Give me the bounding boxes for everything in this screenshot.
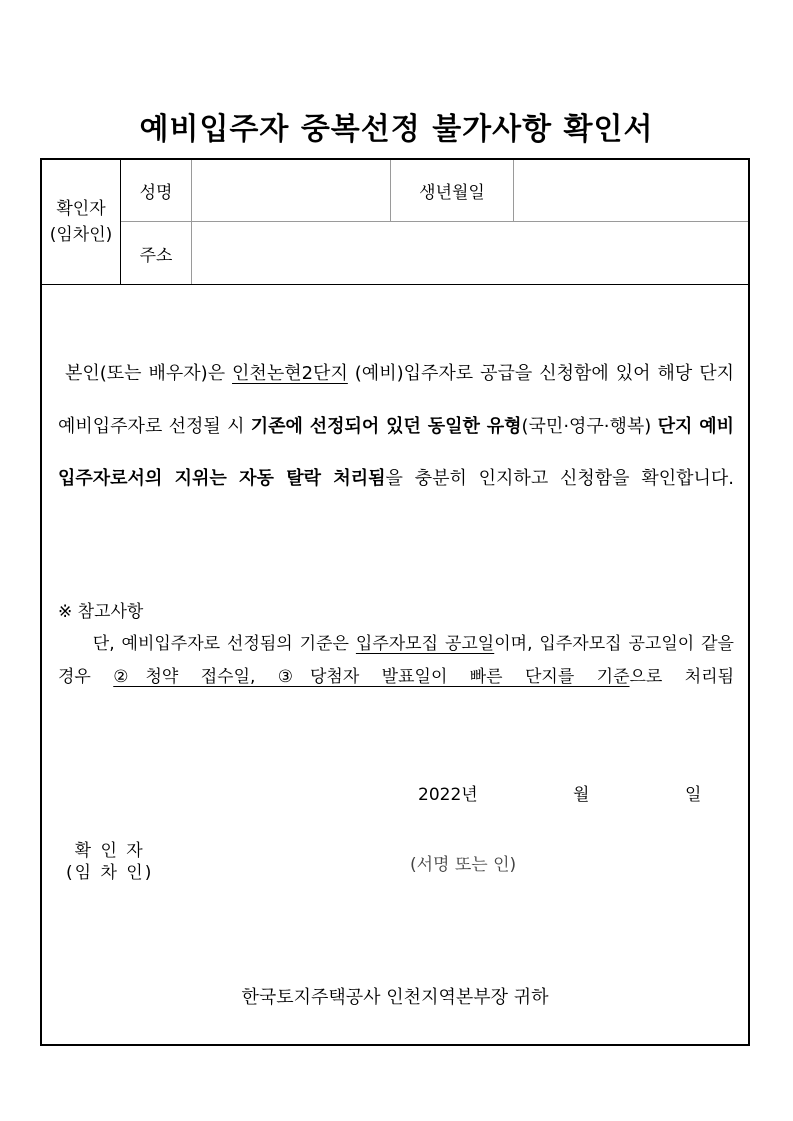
document-title: 예비입주자 중복선정 불가사항 확인서 [139, 112, 654, 147]
date-day: 일 [685, 785, 702, 805]
birthdate-label: 생년월일 [419, 182, 485, 203]
applicant-info-table [42, 160, 748, 285]
date-month: 월 [573, 785, 590, 805]
form-frame [40, 158, 750, 1046]
date-year: 2022년 [418, 785, 478, 805]
signature-field[interactable]: (서명 또는 인) [410, 855, 517, 875]
name-label: 성명 [139, 182, 173, 203]
complex-name: 인천논현2단지 [232, 363, 348, 384]
applicant-label: 확인자 [56, 199, 106, 219]
address-field[interactable] [192, 222, 748, 284]
applicant-group-label [42, 160, 120, 284]
address-label: 주소 [139, 245, 173, 266]
confirmation-paragraph: 본인(또는 배우자)은 인천논현2단지 (예비)입주자로 공급을 신청함에 있어 해당 단지 예비입주자로 선정될 시 기존에 선정되어 있던 동일한 유형(국민·영구·행복) 단지 예비입주자로서의 지위는 자동 탈락 처리됨을 충분히 인지하고 신청함을 확인합니다. [58, 363, 735, 489]
addressee: 한국토지주택공사 인천지역본부장 귀하 [241, 987, 549, 1008]
note-heading: ※ 참고사항 [58, 602, 144, 622]
note-text: 단, 예비입주자로 선정됨의 기준은 입주자모집 공고일이며, 입주자모집 공고일이 같을 경우 ②청약 접수일, ③당첨자 발표일이 빠른 단지를 기준으로 처리됨 [58, 634, 735, 687]
birthdate-field[interactable] [514, 160, 748, 220]
name-field[interactable] [192, 160, 390, 220]
tenant-label: (임차인) [49, 225, 113, 245]
signer-label: 확 인 자 (임 차 인) [66, 841, 154, 883]
